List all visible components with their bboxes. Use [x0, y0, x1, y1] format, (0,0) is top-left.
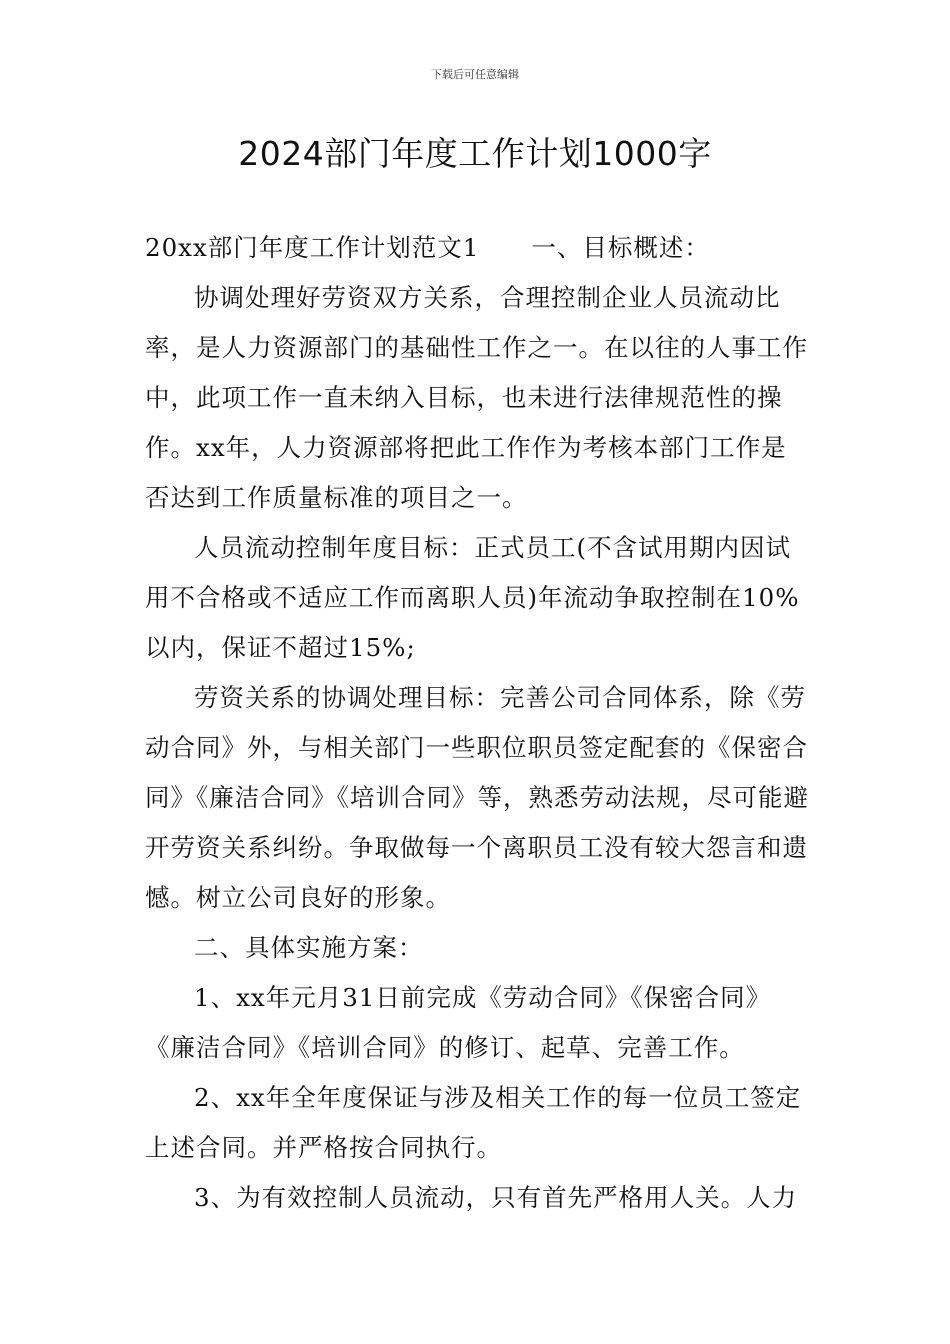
paragraph-labor-relations-target: 劳资关系的协调处理目标：完善公司合同体系，除《劳动合同》外，与相关部门一些职位职员签定配套的《保密合同》《廉洁合同》《培训合同》等，熟悉劳动法规，尽可能避开劳资关系纠纷。争取做每一个离职员工没有较大怨言和遗憾。树立公司良好的形象。	[145, 683, 809, 912]
plan-item-1: 1、xx年元月31日前完成《劳动合同》《保密合同》《廉洁合同》《培训合同》的修订、起草、完善工作。	[145, 983, 772, 1062]
intro-line	[145, 223, 809, 273]
intro-heading: 20xx部门年度工作计划范文1	[145, 233, 480, 262]
section1-heading: 一、目标概述：	[531, 233, 710, 262]
paragraph-goal-overview: 协调处理好劳资双方关系，合理控制企业人员流动比率，是人力资源部门的基础性工作之一。在以往的人事工作中，此项工作一直未纳入目标，也未进行法律规范性的操作。xx年，人力资源部将把此工作作为考核本部门工作是否达到工作质量标准的项目之一。	[145, 283, 808, 512]
plan-item-3: 3、为有效控制人员流动，只有首先严格用人关。人力	[194, 1183, 798, 1212]
section2-heading: 二、具体实施方案：	[194, 933, 424, 962]
header-note: 下载后可任意编辑	[431, 68, 519, 81]
plan-item-2: 2、xx年全年度保证与涉及相关工作的每一位员工签定上述合同。并严格按合同执行。	[145, 1083, 802, 1162]
document-title: 2024部门年度工作计划1000字	[238, 134, 712, 173]
paragraph-turnover-target: 人员流动控制年度目标：正式员工(不含试用期内因试用不合格或不适应工作而离职人员)年流动争取控制在10%以内，保证不超过15%;	[145, 533, 800, 662]
document-body	[145, 223, 809, 1223]
